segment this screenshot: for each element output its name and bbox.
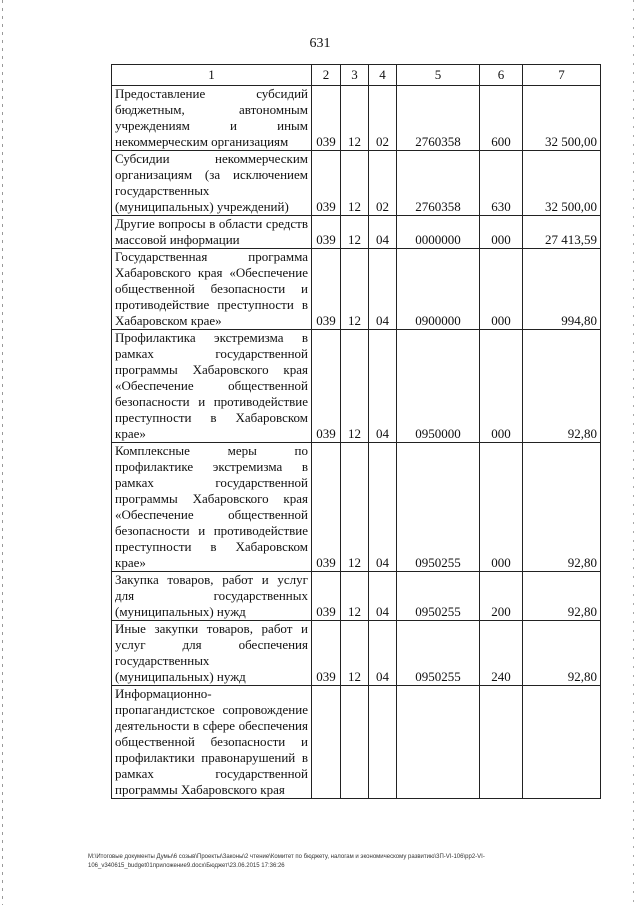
row-description: Предоставление субсидий бюджетным, автономным учреждениям и иным некоммерческим организациям	[112, 86, 312, 151]
cell-section: 12	[341, 443, 369, 572]
cell-amount: 92,80	[523, 572, 601, 621]
cell-expense-type: 630	[480, 151, 523, 216]
cell-subsection	[369, 686, 397, 799]
header-row	[112, 65, 601, 86]
cell-section	[341, 686, 369, 799]
cell-section: 12	[341, 216, 369, 249]
cell-amount	[523, 686, 601, 799]
cell-ministry-code: 039	[312, 86, 341, 151]
cell-expense-type: 000	[480, 330, 523, 443]
cell-amount: 92,80	[523, 443, 601, 572]
cell-subsection: 04	[369, 330, 397, 443]
cell-amount: 92,80	[523, 330, 601, 443]
budget-table	[111, 64, 601, 799]
row-description: Другие вопросы в области средств массовой информации	[112, 216, 312, 249]
cell-subsection: 04	[369, 621, 397, 686]
table-row	[112, 621, 601, 686]
column-header: 1	[112, 65, 312, 86]
cell-target-article: 2760358	[397, 151, 480, 216]
row-description: Государственная программа Хабаровского края «Обеспечение общественной безопасности и противодействие преступности в Хабаровском крае»	[112, 249, 312, 330]
cell-target-article: 0900000	[397, 249, 480, 330]
cell-expense-type	[480, 686, 523, 799]
cell-ministry-code: 039	[312, 249, 341, 330]
cell-ministry-code: 039	[312, 330, 341, 443]
cell-section: 12	[341, 86, 369, 151]
row-description: Закупка товаров, работ и услуг для государственных (муниципальных) нужд	[112, 572, 312, 621]
table-row	[112, 249, 601, 330]
cell-amount: 92,80	[523, 621, 601, 686]
column-header: 6	[480, 65, 523, 86]
cell-target-article: 0950255	[397, 621, 480, 686]
cell-amount: 32 500,00	[523, 86, 601, 151]
scan-edge-left	[2, 0, 3, 905]
cell-section: 12	[341, 249, 369, 330]
cell-section: 12	[341, 330, 369, 443]
column-header: 4	[369, 65, 397, 86]
cell-ministry-code: 039	[312, 621, 341, 686]
row-description: Профилактика экстремизма в рамках государственной программы Хабаровского края «Обеспечение общественной безопасности и противодействие преступности в Хабаровском крае»	[112, 330, 312, 443]
cell-section: 12	[341, 151, 369, 216]
table-row	[112, 443, 601, 572]
cell-subsection: 02	[369, 151, 397, 216]
cell-subsection: 04	[369, 443, 397, 572]
cell-subsection: 02	[369, 86, 397, 151]
cell-subsection: 04	[369, 249, 397, 330]
cell-amount: 27 413,59	[523, 216, 601, 249]
row-description: Комплексные меры по профилактике экстремизма в рамках государственной программы Хабаровского края «Обеспечение общественной безопасности и противодействие преступности в Хабаровском крае»	[112, 443, 312, 572]
cell-ministry-code: 039	[312, 443, 341, 572]
cell-expense-type: 240	[480, 621, 523, 686]
column-header: 3	[341, 65, 369, 86]
row-description: Иные закупки товаров, работ и услуг для обеспечения государственных (муниципальных) нужд	[112, 621, 312, 686]
column-header: 7	[523, 65, 601, 86]
cell-expense-type: 600	[480, 86, 523, 151]
cell-section: 12	[341, 621, 369, 686]
cell-subsection: 04	[369, 572, 397, 621]
cell-ministry-code: 039	[312, 151, 341, 216]
file-path-footer: M:\Итоговые документы Думы\6 созыв\Проекты\Законы\2 чтение\Комитет по бюджету, налогам и экономическому развитию\3П-VI-106\pp2-VI-106_v340615_budget01приложение9.docx\Бюджет\23.06.2015 17:36:26	[88, 854, 485, 869]
table-row	[112, 151, 601, 216]
column-header: 5	[397, 65, 480, 86]
cell-ministry-code: 039	[312, 216, 341, 249]
page-number: 631	[309, 36, 331, 51]
cell-subsection: 04	[369, 216, 397, 249]
cell-expense-type: 200	[480, 572, 523, 621]
cell-expense-type: 000	[480, 249, 523, 330]
cell-expense-type: 000	[480, 216, 523, 249]
table-row	[112, 86, 601, 151]
cell-expense-type: 000	[480, 443, 523, 572]
row-description: Субсидии некоммерческим организациям (за исключением государственных (муниципальных) учреждений)	[112, 151, 312, 216]
table-row	[112, 216, 601, 249]
table-row	[112, 330, 601, 443]
scan-edge-right	[633, 0, 634, 905]
cell-target-article	[397, 686, 480, 799]
column-header: 2	[312, 65, 341, 86]
cell-amount: 32 500,00	[523, 151, 601, 216]
cell-target-article: 0950255	[397, 443, 480, 572]
cell-ministry-code: 039	[312, 572, 341, 621]
cell-ministry-code	[312, 686, 341, 799]
cell-target-article: 2760358	[397, 86, 480, 151]
cell-target-article: 0000000	[397, 216, 480, 249]
table-row	[112, 572, 601, 621]
table-row	[112, 686, 601, 799]
row-description: Информационно-пропагандистское сопровождение деятельности в сфере обеспечения общественной безопасности и профилактики правонарушений в рамках государственной программы Хабаровского края	[112, 686, 312, 799]
cell-target-article: 0950255	[397, 572, 480, 621]
cell-amount: 994,80	[523, 249, 601, 330]
cell-section: 12	[341, 572, 369, 621]
cell-target-article: 0950000	[397, 330, 480, 443]
